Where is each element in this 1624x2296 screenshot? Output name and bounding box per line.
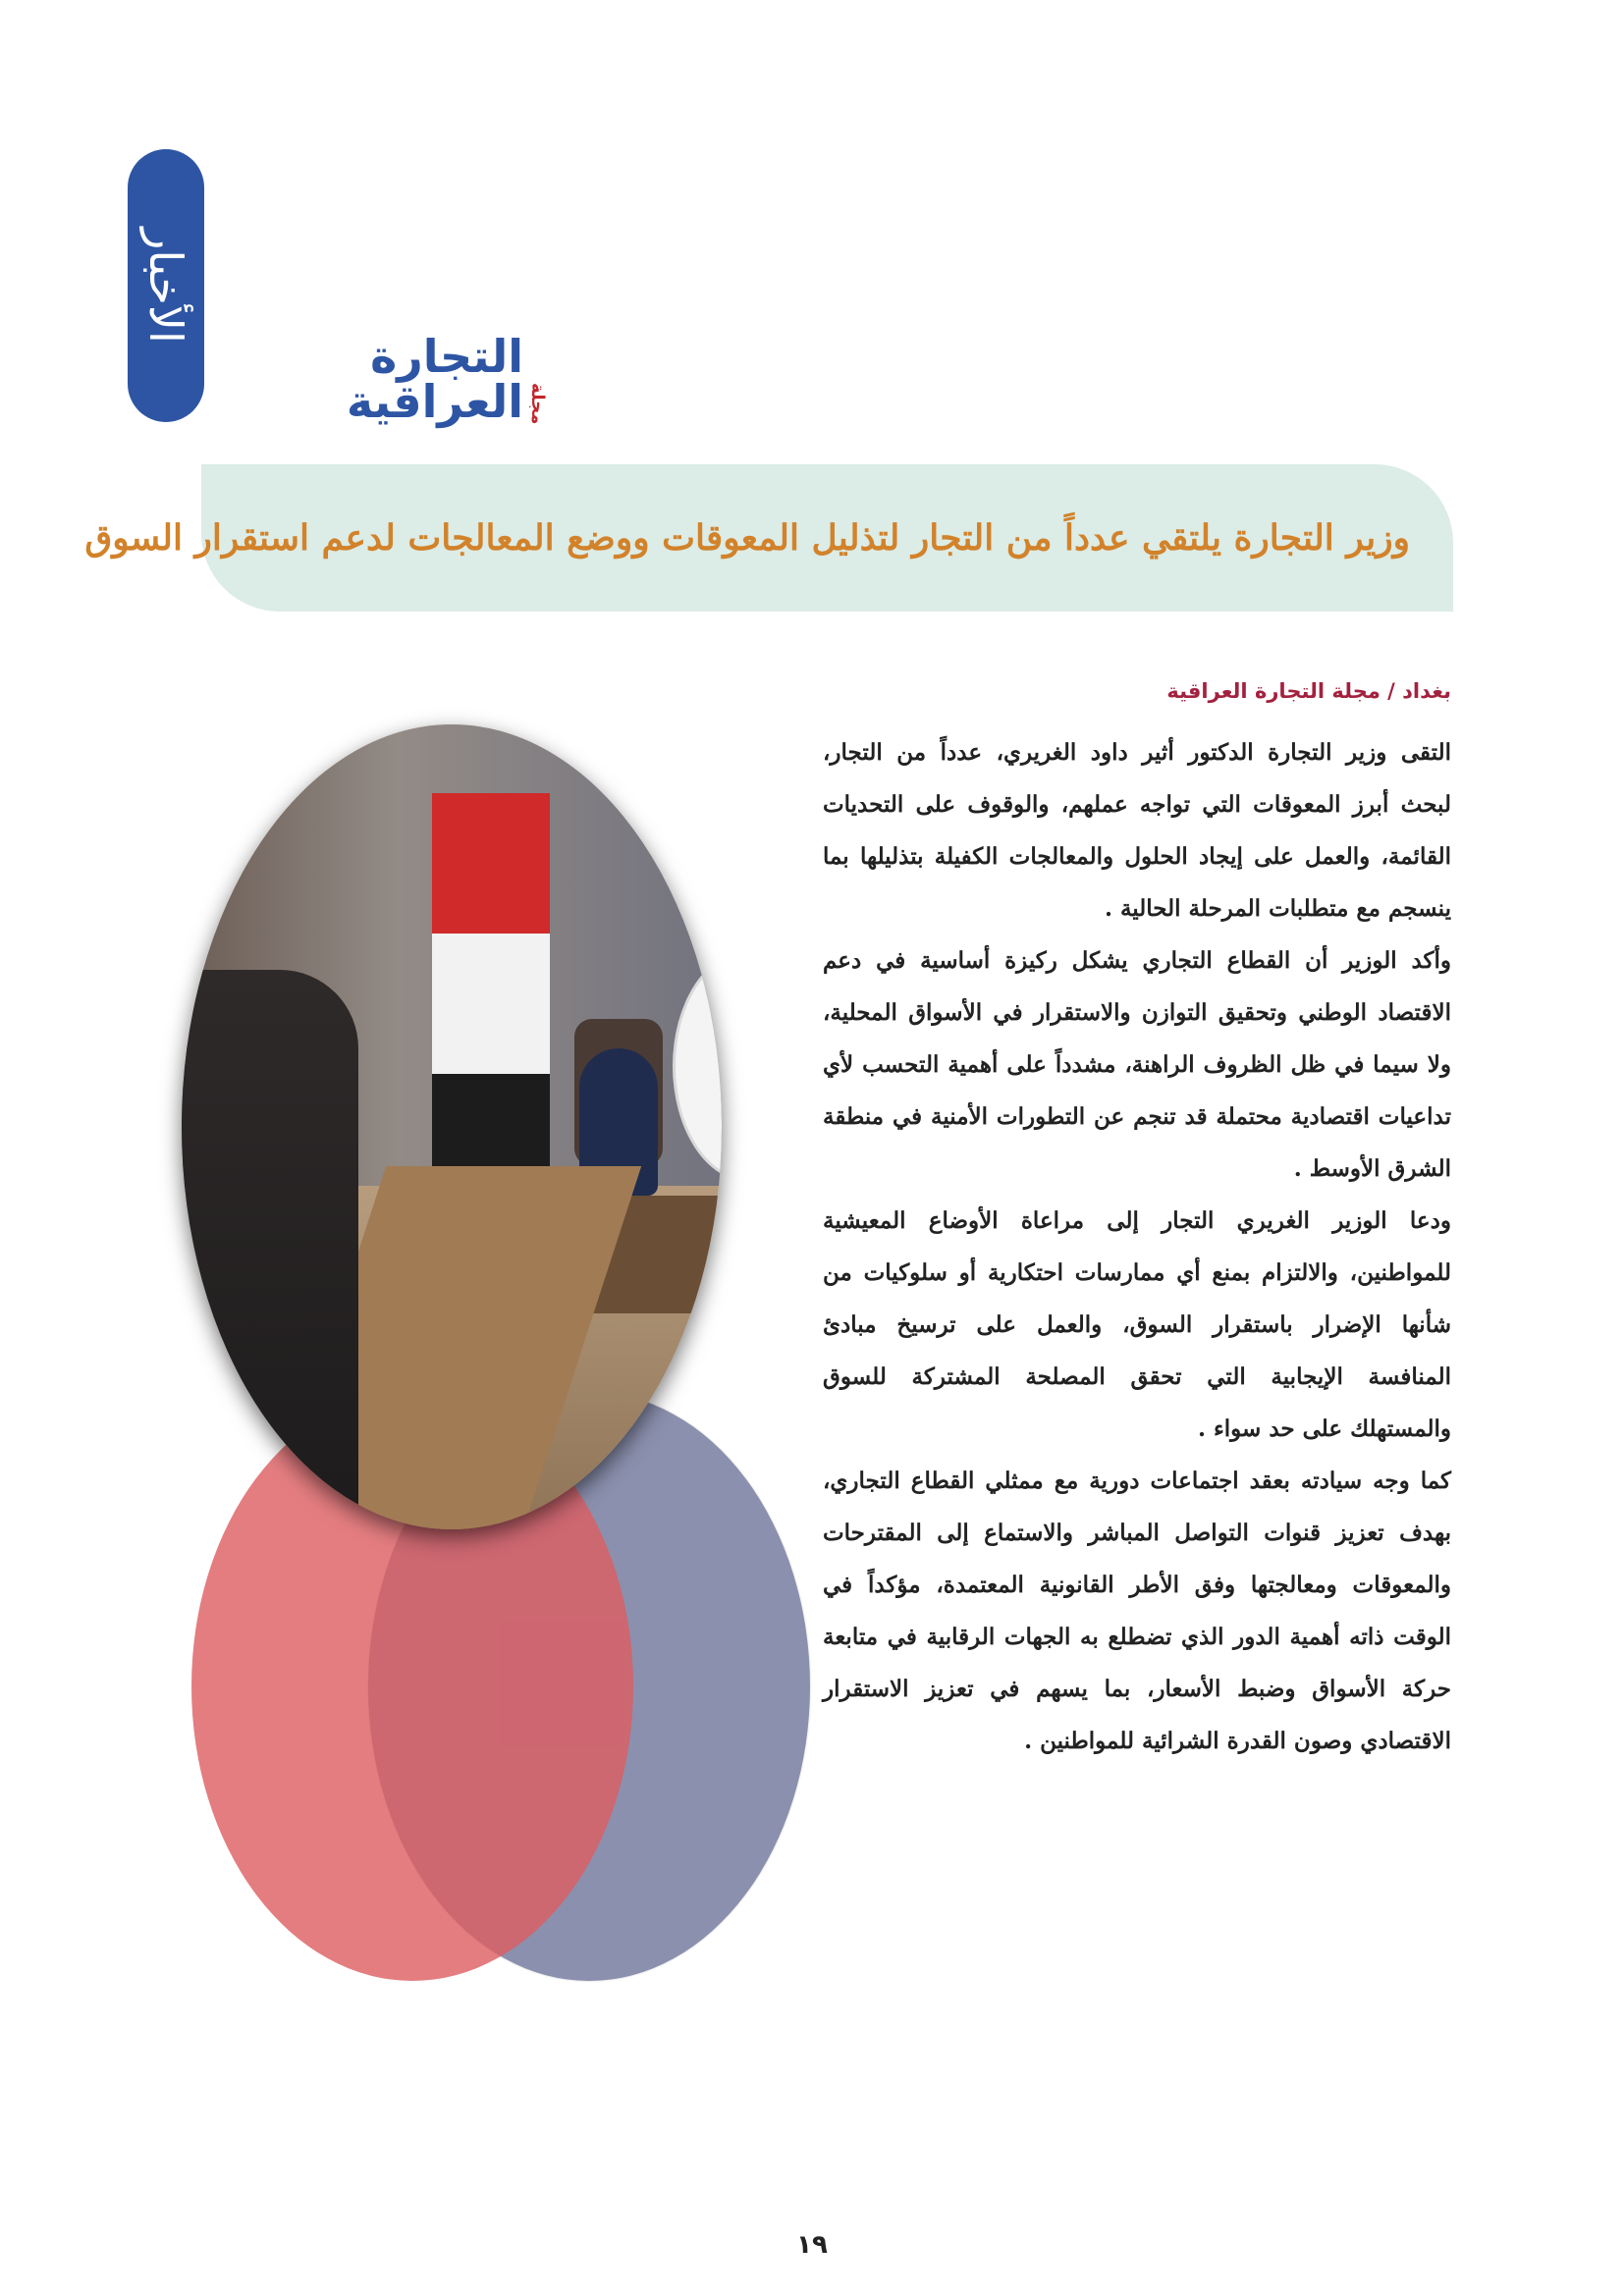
meeting-photo — [182, 724, 722, 1529]
article-body — [823, 726, 1451, 1767]
magazine-logo — [214, 330, 548, 428]
section-tab — [128, 149, 204, 422]
article-paragraph: كما وجه سيادته بعقد اجتماعات دورية مع ممثلي القطاع التجاري، بهدف تعزيز قنوات التواصل المباشر والاستماع إلى المقترحات والمعوقات ومعالجتها وفق الأطر القانونية المعتمدة، مؤكداً في الوقت ذاته أهمية الدور الذي تضطلع به الجهات الرقابية في متابعة حركة الأسواق وضبط الأسعار، بما يسهم في تعزيز الاستقرار الاقتصادي وصون القدرة الشرائية للمواطنين . — [823, 1468, 1451, 1754]
title-band — [84, 464, 1453, 612]
article-byline: بغداد / مجلة التجارة العراقية — [1166, 679, 1451, 703]
article-paragraph: وأكد الوزير أن القطاع التجاري يشكل ركيزة أساسية في دعم الاقتصاد الوطني وتحقيق التوازن والاستقرار في الأسواق المحلية، ولا سيما في ظل الظروف الراهنة، مشدداً على أهمية التحسب لأي تداعيات اقتصادية محتملة قد تنجم عن التطورات الأمنية في منطقة الشرق الأوسط . — [823, 947, 1451, 1182]
article-headline: وزير التجارة يلتقي عدداً من التجار لتذليل المعوقات ووضع المعالجات لدعم استقرار السوق — [84, 517, 1410, 559]
article-paragraph: التقى وزير التجارة الدكتور أثير داود الغريري، عدداً من التجار، لبحث أبرز المعوقات التي تواجه عملهم، والوقوف على التحديات القائمة، والعمل على إيجاد الحلول والمعالجات الكفيلة بتذليلها بما ينسجم مع متطلبات المرحلة الحالية . — [823, 739, 1451, 922]
page-number: ١٩ — [796, 2230, 828, 2260]
magazine-logo-name: التجارة العراقية — [346, 330, 523, 428]
article-paragraph: ودعا الوزير الغريري التجار إلى مراعاة الأوضاع المعيشية للمواطنين، والالتزام بمنع أي ممارسات احتكارية أو سلوكيات من شأنها الإضرار باستقرار السوق، والعمل على ترسيخ مبادئ المنافسة الإيجابية التي تحقق المصلحة المشتركة للسوق والمستهلك على حد سواء . — [823, 1207, 1451, 1442]
photo-attendees — [182, 970, 358, 1529]
iraqi-flag-image — [432, 793, 550, 1215]
magazine-logo-small: مجلة — [527, 382, 548, 424]
section-label: الأخبار — [139, 228, 192, 344]
